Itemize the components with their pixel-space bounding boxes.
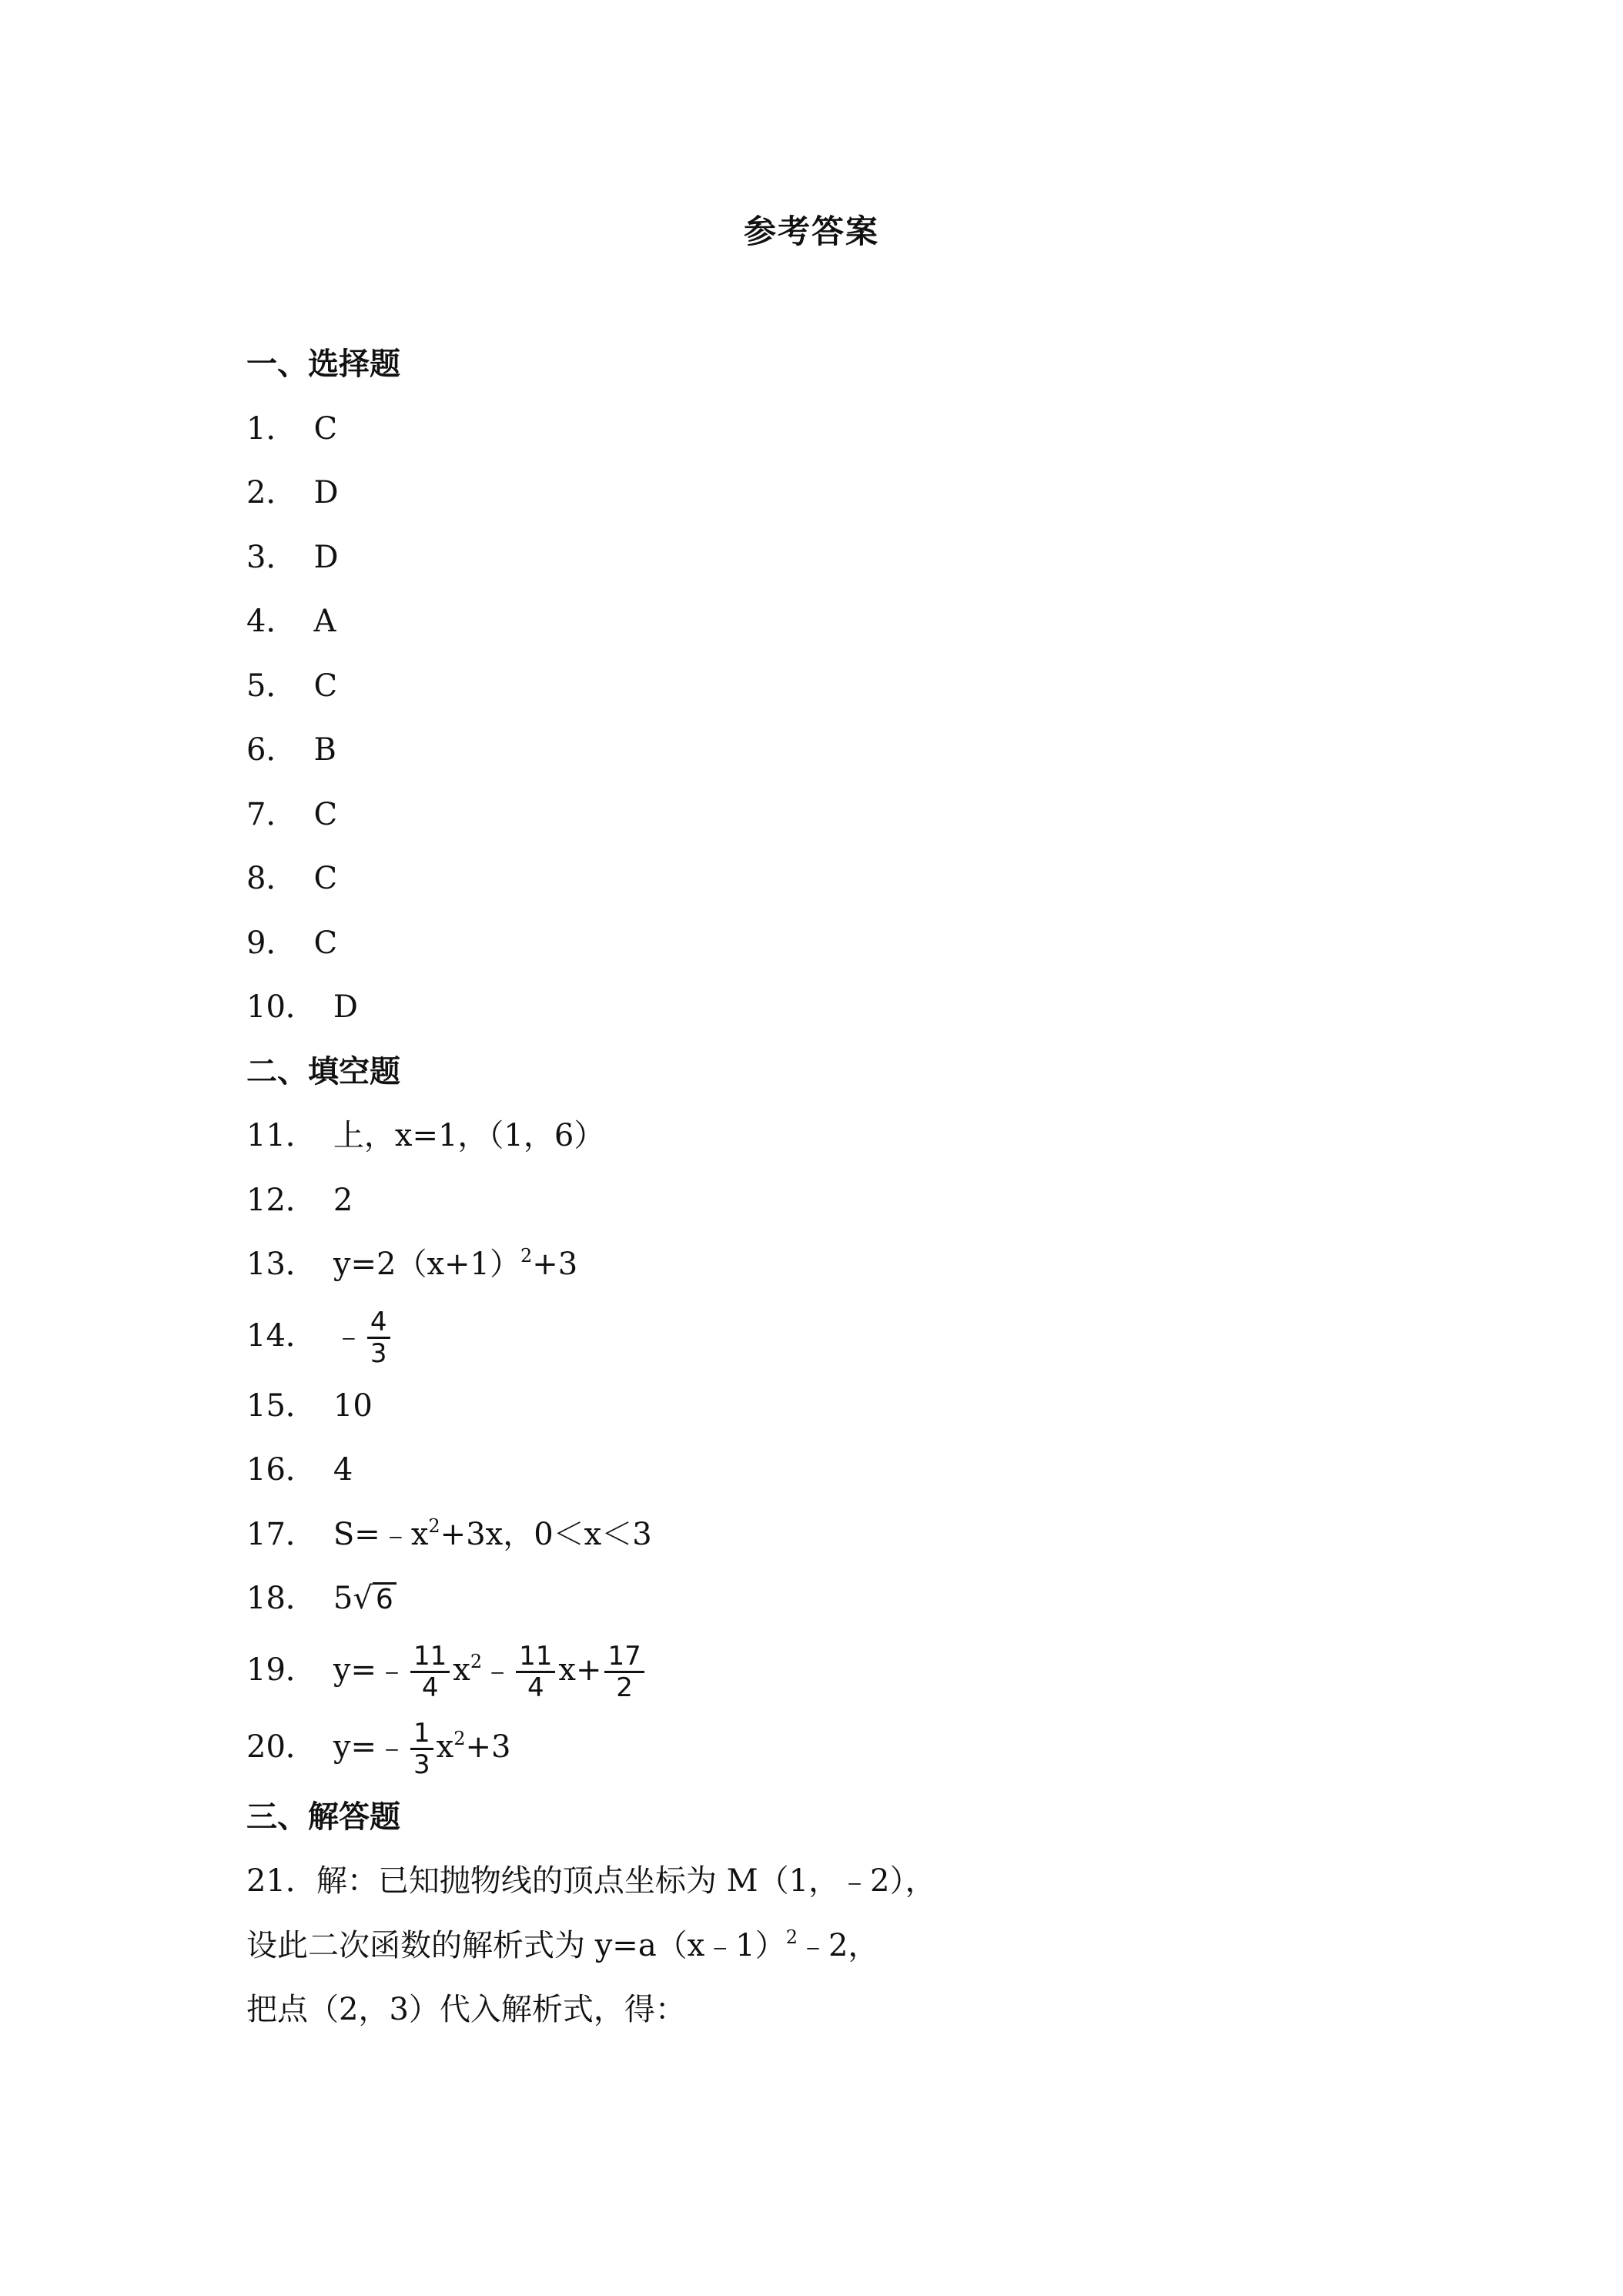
section-heading-fill: 二、填空题 xyxy=(246,1053,400,1089)
question-number: 3． xyxy=(246,539,297,575)
question-number: 10． xyxy=(246,989,316,1025)
exponent: 2 xyxy=(428,1514,440,1537)
question-number: 7． xyxy=(246,796,297,832)
question-number: 13． xyxy=(246,1247,316,1282)
question-number: 12． xyxy=(246,1182,316,1218)
exponent: 2 xyxy=(520,1245,533,1267)
question-number: 18． xyxy=(246,1581,316,1616)
choice-answer-list xyxy=(246,397,1555,1040)
answer-formula xyxy=(333,1567,397,1632)
section-heading-choice: 一、选择题 xyxy=(246,346,400,382)
answer-letter: C xyxy=(313,861,338,896)
choice-answer-row xyxy=(246,976,1555,1040)
exponent: 2 xyxy=(453,1727,466,1749)
choice-answer-row xyxy=(246,847,1555,912)
formula-part: y=2（x+1） xyxy=(333,1247,520,1282)
formula-part: y=﹣ xyxy=(333,1729,408,1765)
fraction-numerator: 4 xyxy=(367,1307,390,1339)
minus-sign: ﹣ xyxy=(333,1317,364,1354)
choice-answer-row xyxy=(246,526,1555,591)
answer-formula xyxy=(333,1233,577,1297)
formula-part: ﹣ xyxy=(482,1652,514,1688)
question-number: 16． xyxy=(246,1452,316,1488)
question-number: 2． xyxy=(246,475,297,510)
question-number: 4． xyxy=(246,604,297,639)
radicand: 6 xyxy=(373,1582,397,1615)
choice-answer-row xyxy=(246,397,1555,462)
question-number: 5． xyxy=(246,668,297,704)
square-root: √ 6 xyxy=(353,1567,396,1632)
question-number: 8． xyxy=(246,861,297,896)
fill-answer-14 xyxy=(246,1297,1555,1374)
answer-letter: D xyxy=(313,539,339,575)
exponent: 2 xyxy=(470,1650,483,1672)
formula-part: y=﹣ xyxy=(333,1652,408,1688)
answer-text: 2 xyxy=(333,1182,353,1218)
solution-line-2 xyxy=(246,1914,1555,1979)
solution-text: ﹣2， xyxy=(797,1927,879,1963)
fill-answer-19 xyxy=(246,1632,1555,1709)
question-number: 9． xyxy=(246,925,297,961)
formula-part: S=﹣x xyxy=(333,1516,429,1552)
answer-letter: D xyxy=(333,989,358,1025)
formula-part: x xyxy=(453,1652,470,1688)
formula-part: +3x，0＜x＜3 xyxy=(440,1516,652,1552)
question-number: 14． xyxy=(246,1317,316,1354)
question-number: 21． xyxy=(246,1863,316,1899)
choice-answer-row xyxy=(246,654,1555,719)
fraction xyxy=(367,1307,390,1368)
answer-letter: C xyxy=(313,925,338,961)
formula-part: x xyxy=(436,1729,454,1765)
answer-letter: C xyxy=(313,796,338,832)
answer-text: 10 xyxy=(333,1387,373,1424)
answer-formula xyxy=(333,1709,511,1786)
fraction-numerator: 11 xyxy=(410,1642,450,1673)
fill-answer-16 xyxy=(246,1438,1555,1503)
answer-formula xyxy=(333,1297,393,1374)
fraction-denominator: 4 xyxy=(527,1672,544,1703)
fill-answer-12 xyxy=(246,1169,1555,1233)
answer-text: 4 xyxy=(333,1452,353,1488)
formula-part: +3 xyxy=(532,1247,578,1282)
answer-letter: C xyxy=(313,668,338,704)
answer-text: 上，x=1，（1，6） xyxy=(333,1118,605,1153)
answer-letter: C xyxy=(313,410,338,447)
fraction xyxy=(516,1642,555,1702)
fill-answer-11 xyxy=(246,1104,1555,1169)
answer-letter: B xyxy=(313,732,336,768)
choice-answer-row xyxy=(246,912,1555,976)
solution-line-1 xyxy=(246,1849,1555,1914)
fraction-denominator: 4 xyxy=(421,1672,439,1703)
question-number: 17． xyxy=(246,1516,316,1552)
exponent: 2 xyxy=(785,1926,798,1948)
answer-content xyxy=(246,333,1555,2043)
fraction-denominator: 3 xyxy=(413,1749,430,1780)
choice-answer-row xyxy=(246,718,1555,783)
question-number: 19． xyxy=(246,1652,316,1688)
fraction-numerator: 1 xyxy=(410,1719,433,1750)
formula-part: x+ xyxy=(558,1652,602,1688)
answer-letter: D xyxy=(313,475,339,510)
fill-answer-17 xyxy=(246,1503,1555,1568)
fraction-denominator: 2 xyxy=(616,1672,633,1703)
question-number: 15． xyxy=(246,1387,316,1424)
fraction-denominator: 3 xyxy=(370,1338,387,1369)
fraction xyxy=(410,1642,450,1702)
fraction-numerator: 17 xyxy=(604,1642,644,1673)
question-number: 11． xyxy=(246,1118,316,1153)
question-number: 6． xyxy=(246,732,297,768)
page-title: 参考答案 xyxy=(743,213,879,250)
fill-answer-15 xyxy=(246,1374,1555,1439)
question-number: 20． xyxy=(246,1729,316,1765)
question-number: 1． xyxy=(246,410,297,447)
fraction-numerator: 11 xyxy=(516,1642,555,1673)
fill-answer-18 xyxy=(246,1567,1555,1632)
choice-answer-row xyxy=(246,783,1555,848)
fraction xyxy=(604,1642,644,1702)
fill-answer-13 xyxy=(246,1233,1555,1297)
answer-letter: A xyxy=(313,604,336,639)
fill-answer-20 xyxy=(246,1709,1555,1786)
solution-text: 设此二次函数的解析式为 y=a（x﹣1） xyxy=(246,1927,786,1963)
choice-answer-row xyxy=(246,461,1555,526)
choice-answer-row xyxy=(246,590,1555,654)
formula-part: +3 xyxy=(465,1729,511,1765)
fraction xyxy=(410,1719,433,1779)
answer-formula xyxy=(333,1632,648,1709)
solution-line-3: 把点（2，3）代入解析式，得： xyxy=(246,1992,686,2027)
solution-text: 解：已知抛物线的顶点坐标为 M（1，﹣2）， xyxy=(316,1863,936,1899)
coefficient: 5 xyxy=(333,1581,353,1616)
answer-formula xyxy=(333,1503,652,1568)
section-heading-solution: 三、解答题 xyxy=(246,1799,400,1835)
